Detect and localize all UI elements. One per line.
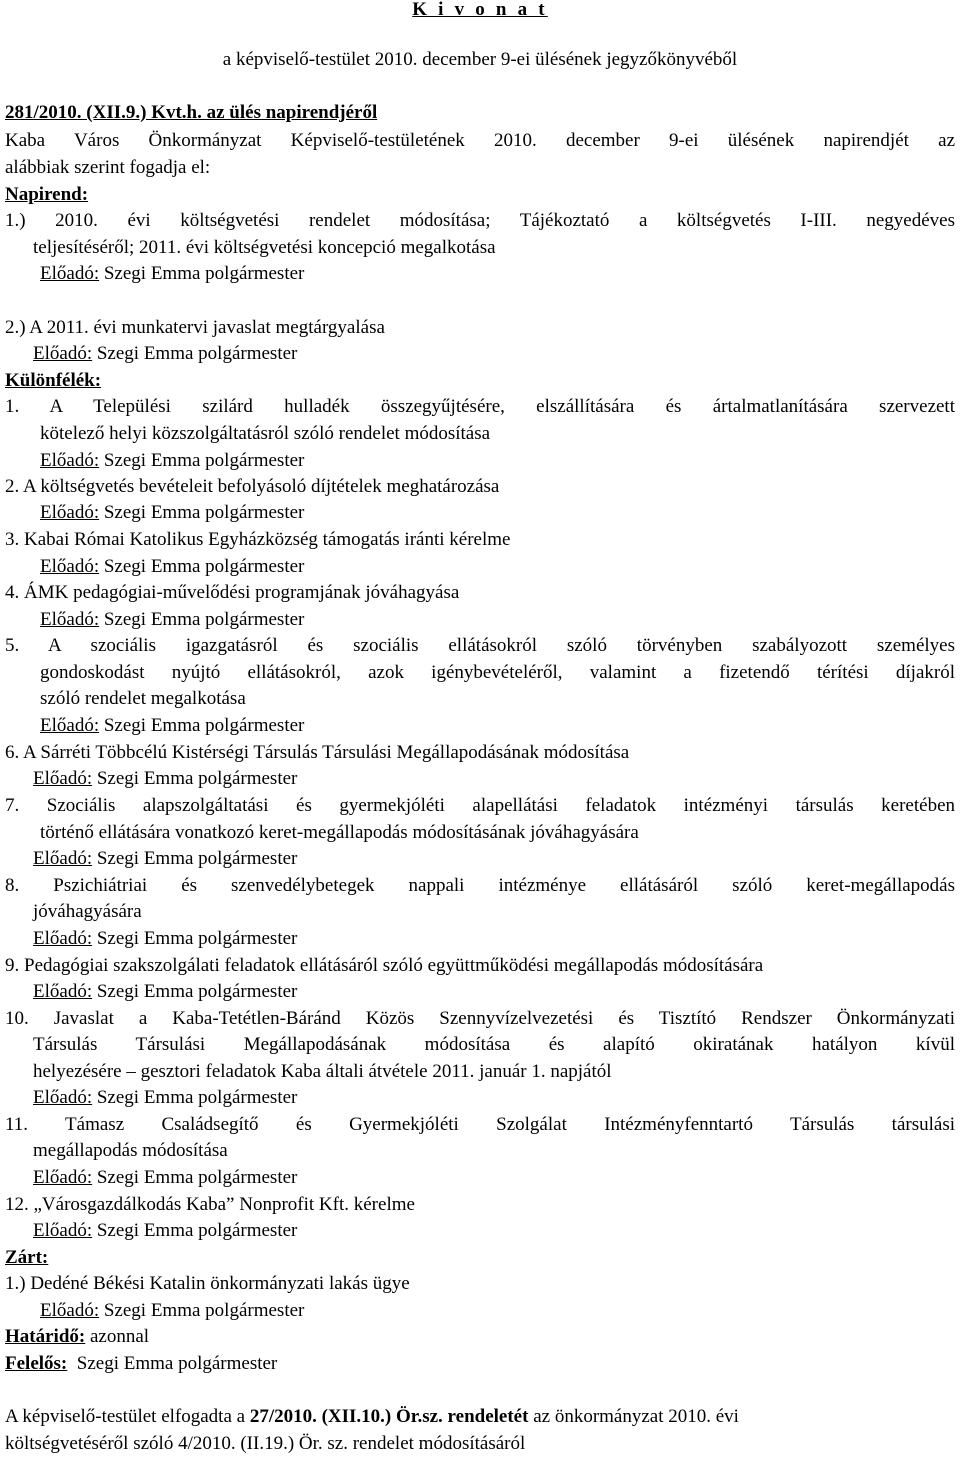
presenter-line <box>33 979 297 1006</box>
presenter-line <box>40 500 304 527</box>
presenter-name: Szegi Emma polgármester <box>99 715 305 736</box>
presenter-label: Előadó: <box>40 556 100 577</box>
misc-item-2: 2. A költségvetés bevételeit befolyásoló díjtételek meghatározása <box>5 476 500 497</box>
deadline-value: azonnal <box>85 1326 150 1347</box>
agenda-item-2: 2.) A 2011. évi munkatervi javaslat megtárgyalása <box>5 317 385 338</box>
misc-item-5-line-3: szóló rendelet megalkotása <box>40 688 246 709</box>
misc-item-10-line-1: 10. Javaslat a Kaba-Tetétlen-Báránd Közös Szennyvízelvezetési és Tisztító Rendszer Önkormányzati <box>5 1008 955 1029</box>
deadline-line <box>5 1324 149 1351</box>
presenter-line <box>33 766 297 793</box>
misc-item-8-line-1: 8. Pszichiátriai és szenvedélybetegek nappali intézménye ellátásáról szóló keret-megállapodás <box>5 875 955 896</box>
adoption-line-1 <box>5 1404 739 1431</box>
presenter-line <box>33 1085 297 1112</box>
adoption-suffix: az önkormányzat 2010. évi <box>528 1406 739 1427</box>
presenter-line <box>40 261 304 288</box>
responsible-line <box>5 1351 277 1378</box>
misc-item-1-line-2: kötelező helyi közszolgáltatásról szóló rendelet módosítása <box>40 423 491 444</box>
resolution-text-line-2: alábbiak szerint fogadja el: <box>5 157 211 178</box>
agenda-heading: Napirend: <box>5 184 89 205</box>
presenter-label: Előadó: <box>33 981 93 1002</box>
presenter-label: Előadó: <box>33 1220 93 1241</box>
resolution-text-line-1: Kaba Város Önkormányzat Képviselő-testületének 2010. december 9-ei ülésének napirendjét az <box>5 130 955 151</box>
resolution-number: 281/2010. (XII.9.) Kvt.h. az ülés napirendjéről <box>5 102 378 123</box>
presenter-name: Szegi Emma polgármester <box>99 263 305 284</box>
presenter-label: Előadó: <box>33 1087 93 1108</box>
misc-item-3: 3. Kabai Római Katolikus Egyházközség támogatás iránti kérelme <box>5 529 511 550</box>
misc-item-8-line-2: jóváhagyására <box>33 901 142 922</box>
closed-item-1: 1.) Dedéné Békési Katalin önkormányzati lakás ügye <box>5 1273 410 1294</box>
presenter-line <box>33 926 297 953</box>
misc-item-11-line-1: 11. Támasz Családsegítő és Gyermekjóléti Szolgálat Intézményfenntartó Társulás társulási <box>5 1114 955 1135</box>
presenter-name: Szegi Emma polgármester <box>99 450 305 471</box>
adoption-prefix: A képviselő-testület elfogadta a <box>5 1406 250 1427</box>
responsible-value: Szegi Emma polgármester <box>67 1353 278 1374</box>
presenter-line <box>40 713 304 740</box>
presenter-line <box>40 607 304 634</box>
presenter-label: Előadó: <box>40 450 100 471</box>
adoption-line-2: költségvetéséről szóló 4/2010. (II.19.) Ör. sz. rendelet módosításáról <box>5 1433 526 1454</box>
presenter-label: Előadó: <box>33 928 93 949</box>
presenter-label: Előadó: <box>33 768 93 789</box>
misc-item-7-line-1: 7. Szociális alapszolgáltatási és gyermekjóléti alapellátási feladatok intézményi társulás keretében <box>5 795 955 816</box>
presenter-line <box>33 341 297 368</box>
presenter-name: Szegi Emma polgármester <box>99 502 305 523</box>
misc-item-11-line-2: megállapodás módosítása <box>33 1140 228 1161</box>
presenter-label: Előadó: <box>33 1167 93 1188</box>
presenter-name: Szegi Emma polgármester <box>99 556 305 577</box>
presenter-label: Előadó: <box>40 1300 100 1321</box>
deadline-label: Határidő: <box>5 1326 86 1347</box>
presenter-label: Előadó: <box>40 715 100 736</box>
misc-heading: Különfélék: <box>5 370 102 391</box>
presenter-name: Szegi Emma polgármester <box>99 609 305 630</box>
presenter-label: Előadó: <box>33 848 93 869</box>
misc-item-7-line-2: történő ellátására vonatkozó keret-megállapodás módosításának jóváhagyására <box>40 822 639 843</box>
presenter-name: Szegi Emma polgármester <box>92 343 298 364</box>
presenter-name: Szegi Emma polgármester <box>92 1087 298 1108</box>
presenter-name: Szegi Emma polgármester <box>92 848 298 869</box>
presenter-line <box>33 1165 297 1192</box>
misc-item-5-line-1: 5. A szociális igazgatásról és szociális ellátásokról szóló törvényben szabályozott személyes <box>5 635 955 656</box>
presenter-label: Előadó: <box>40 609 100 630</box>
misc-item-6: 6. A Sárréti Többcélú Kistérségi Társulás Társulási Megállapodásának módosítása <box>5 742 630 763</box>
agenda-item-1-line-1: 1.) 2010. évi költségvetési rendelet módosítása; Tájékoztató a költségvetés I-III. negyedéves <box>5 210 955 231</box>
presenter-label: Előadó: <box>33 343 93 364</box>
presenter-name: Szegi Emma polgármester <box>92 928 298 949</box>
adoption-decree: 27/2010. (XII.10.) Ör.sz. rendeletét <box>249 1406 529 1427</box>
presenter-line <box>40 448 304 475</box>
misc-item-4: 4. ÁMK pedagógiai-művelődési programjának jóváhagyása <box>5 582 460 603</box>
presenter-line <box>33 1218 297 1245</box>
misc-item-12: 12. „Városgazdálkodás Kaba” Nonprofit Kft. kérelme <box>5 1194 415 1215</box>
misc-item-5-line-2: gondoskodást nyújtó ellátásokról, azok igénybevételéről, valamint a fizetendő térítési díjakról <box>40 662 955 683</box>
document-title: K i v o n a t <box>412 0 548 20</box>
presenter-label: Előadó: <box>40 502 100 523</box>
presenter-line <box>33 846 297 873</box>
presenter-name: Szegi Emma polgármester <box>92 768 298 789</box>
presenter-name: Szegi Emma polgármester <box>92 1167 298 1188</box>
misc-item-9: 9. Pedagógiai szakszolgálati feladatok ellátásáról szóló együttműködési megállapodás módosítására <box>5 955 764 976</box>
presenter-name: Szegi Emma polgármester <box>92 1220 298 1241</box>
misc-item-10-line-2: Társulás Társulási Megállapodásának módosítása és alapító okiratának hatályon kívül <box>33 1034 955 1055</box>
presenter-label: Előadó: <box>40 263 100 284</box>
presenter-line <box>40 554 304 581</box>
closed-heading: Zárt: <box>5 1247 49 1268</box>
presenter-line <box>40 1298 304 1325</box>
agenda-item-1-line-2: teljesítéséről; 2011. évi költségvetési koncepció megalkotása <box>33 237 496 258</box>
presenter-name: Szegi Emma polgármester <box>92 981 298 1002</box>
misc-item-1-line-1: 1. A Települési szilárd hulladék összegyűjtésére, elszállítására és ártalmatlanítására szervezett <box>5 396 955 417</box>
responsible-label: Felelős: <box>5 1353 68 1374</box>
document-subtitle: a képviselő-testület 2010. december 9-ei ülésének jegyzőkönyvéből <box>222 49 738 70</box>
misc-item-10-line-3: helyezésére – gesztori feladatok Kaba általi átvétele 2011. január 1. napjától <box>33 1061 612 1082</box>
presenter-name: Szegi Emma polgármester <box>99 1300 305 1321</box>
